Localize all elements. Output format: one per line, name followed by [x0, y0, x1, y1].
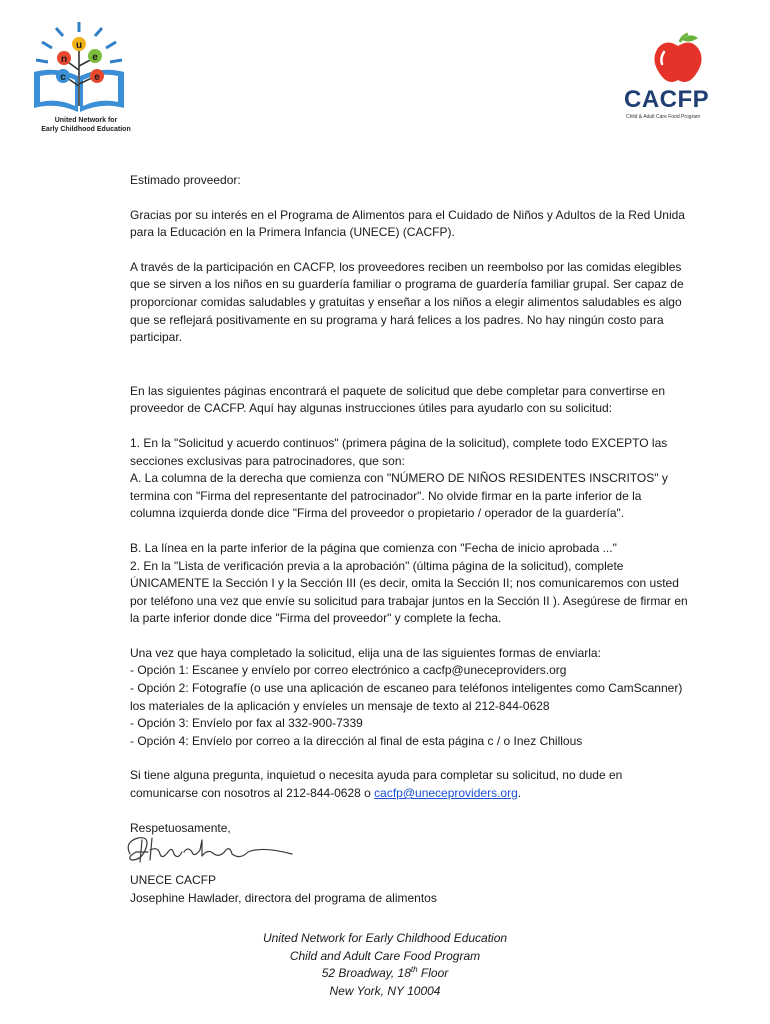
unece-book-icon — [20, 20, 138, 118]
step1-item-b: B. La línea en la parte inferior de la página que comienza con "Fecha de inicio aprobada ..." — [130, 540, 617, 555]
contact-end: . — [517, 786, 522, 801]
logo-letter-e2: e — [94, 72, 100, 83]
cacfp-wordmark: CACFP — [624, 86, 710, 113]
footer-org: United Network for Early Childhood Education — [262, 931, 508, 945]
handwritten-signature — [122, 832, 302, 868]
footer-street-floor: Floor — [417, 966, 449, 980]
paragraph-participation: A través de la participación en CACFP, los proveedores reciben un reembolso por las comidas elegibles que se sirven a los niños en su guardería familiar o programa de guardería familiar grupal. Ser capaz de proporcionar comidas saludables y gratuitas y enseñar a los niños a elegir alimentos saludables es algo que se reflejará positivamente en su programa y hará felices a los padres. No hay ningún costo para participar. — [130, 259, 684, 345]
paragraph-intro: Gracias por su interés en el Programa de Alimentos para el Cuidado de Niños y Adultos de la Red Unida para la Educación en la Primera Infancia (UNECE) (CACFP). — [130, 207, 685, 240]
logo-letter-c: c — [60, 72, 66, 83]
footer-street-text: 52 Broadway, 18 — [321, 966, 411, 980]
logo-letter-u: u — [75, 40, 83, 51]
footer-program: Child and Adult Care Food Program — [289, 948, 481, 963]
closing: Respetuosamente, — [130, 820, 231, 835]
signer-name: Josephine Hawlader, directora del programa de alimentos — [130, 890, 437, 905]
contact-text: Si tiene alguna pregunta, inquietud o necesita ayuda para completar su solicitud, no dude en comunicarse con nosotros al 212-844-0628 o — [130, 768, 623, 801]
logo-letter-e1: e — [92, 52, 98, 63]
footer-city: New York, NY 10004 — [329, 983, 441, 998]
unece-logo — [20, 20, 138, 138]
option-2: - Opción 2: Fotografíe (o use una aplicación de escaneo para teléfonos inteligentes como CamScanner) los materiales de la aplicación y envíeles un mensaje de texto al 212-844-0628 — [130, 681, 683, 713]
unece-caption-line1: United Network for — [54, 117, 118, 124]
unece-caption-line2: Early Childhood Education — [41, 126, 131, 133]
signer-org: UNECE CACFP — [130, 873, 217, 888]
option-1: - Opción 1: Escanee y envíelo por correo electrónico a cacfp@uneceproviders.org — [130, 663, 567, 678]
options-intro: Una vez que haya completado la solicitud, elija una de las siguientes formas de enviarla: — [130, 645, 601, 660]
option-4: - Opción 4: Envíelo por correo a la dirección al final de esta página c / o Inez Chillous — [130, 733, 583, 748]
unece-logo-caption — [26, 116, 146, 134]
step2-text: 2. En la "Lista de verificación previa a la aprobación" (última página de la solicitud), complete ÚNICAMENTE la Sección I y la Sección III (es decir, omita la Sección II; nos comunicaremos con usted por teléfono una vez que envíe su solicitud para trabajar juntos en la Sección II ). Asegúrese de firmar en la parte inferior donde dice "Firma del proveedor" y complete la fecha. — [130, 558, 688, 626]
option-3: - Opción 3: Envíelo por fax al 332-900-7339 — [130, 716, 363, 731]
cacfp-logo — [620, 32, 730, 132]
logo-letter-n: n — [60, 54, 68, 65]
footer-street — [0, 965, 770, 983]
apple-icon — [620, 32, 730, 88]
contact-email-link[interactable]: cacfp@uneceproviders.org — [374, 786, 518, 801]
footer-street-sup: th — [410, 965, 418, 974]
letter-body — [130, 172, 690, 907]
paragraph-contact — [130, 767, 690, 802]
paragraph-instructions: En las siguientes páginas encontrará el paquete de solicitud que debe completar para convertirse en proveedor de CACFP. Aquí hay algunas instrucciones útiles para ayudarlo con su solicitud: — [130, 383, 666, 416]
salutation: Estimado proveedor: — [130, 173, 241, 187]
footer-address — [0, 930, 770, 1000]
cacfp-tagline: Child & Adult Care Food Program — [626, 114, 701, 120]
step1-text: 1. En la "Solicitud y acuerdo continuos" (primera página de la solicitud), complete todo EXCEPTO las secciones exclusivas para patrocinadores, que son: — [130, 435, 668, 468]
step1-item-a: A. La columna de la derecha que comienza con "NÚMERO DE NIÑOS RESIDENTES INSCRITOS" y termina con "Firma del representante del patrocinador". No olvide firmar en la parte inferior de la columna izquierda donde dice "Firma del proveedor o propietario / operador de la guardería". — [130, 471, 668, 521]
